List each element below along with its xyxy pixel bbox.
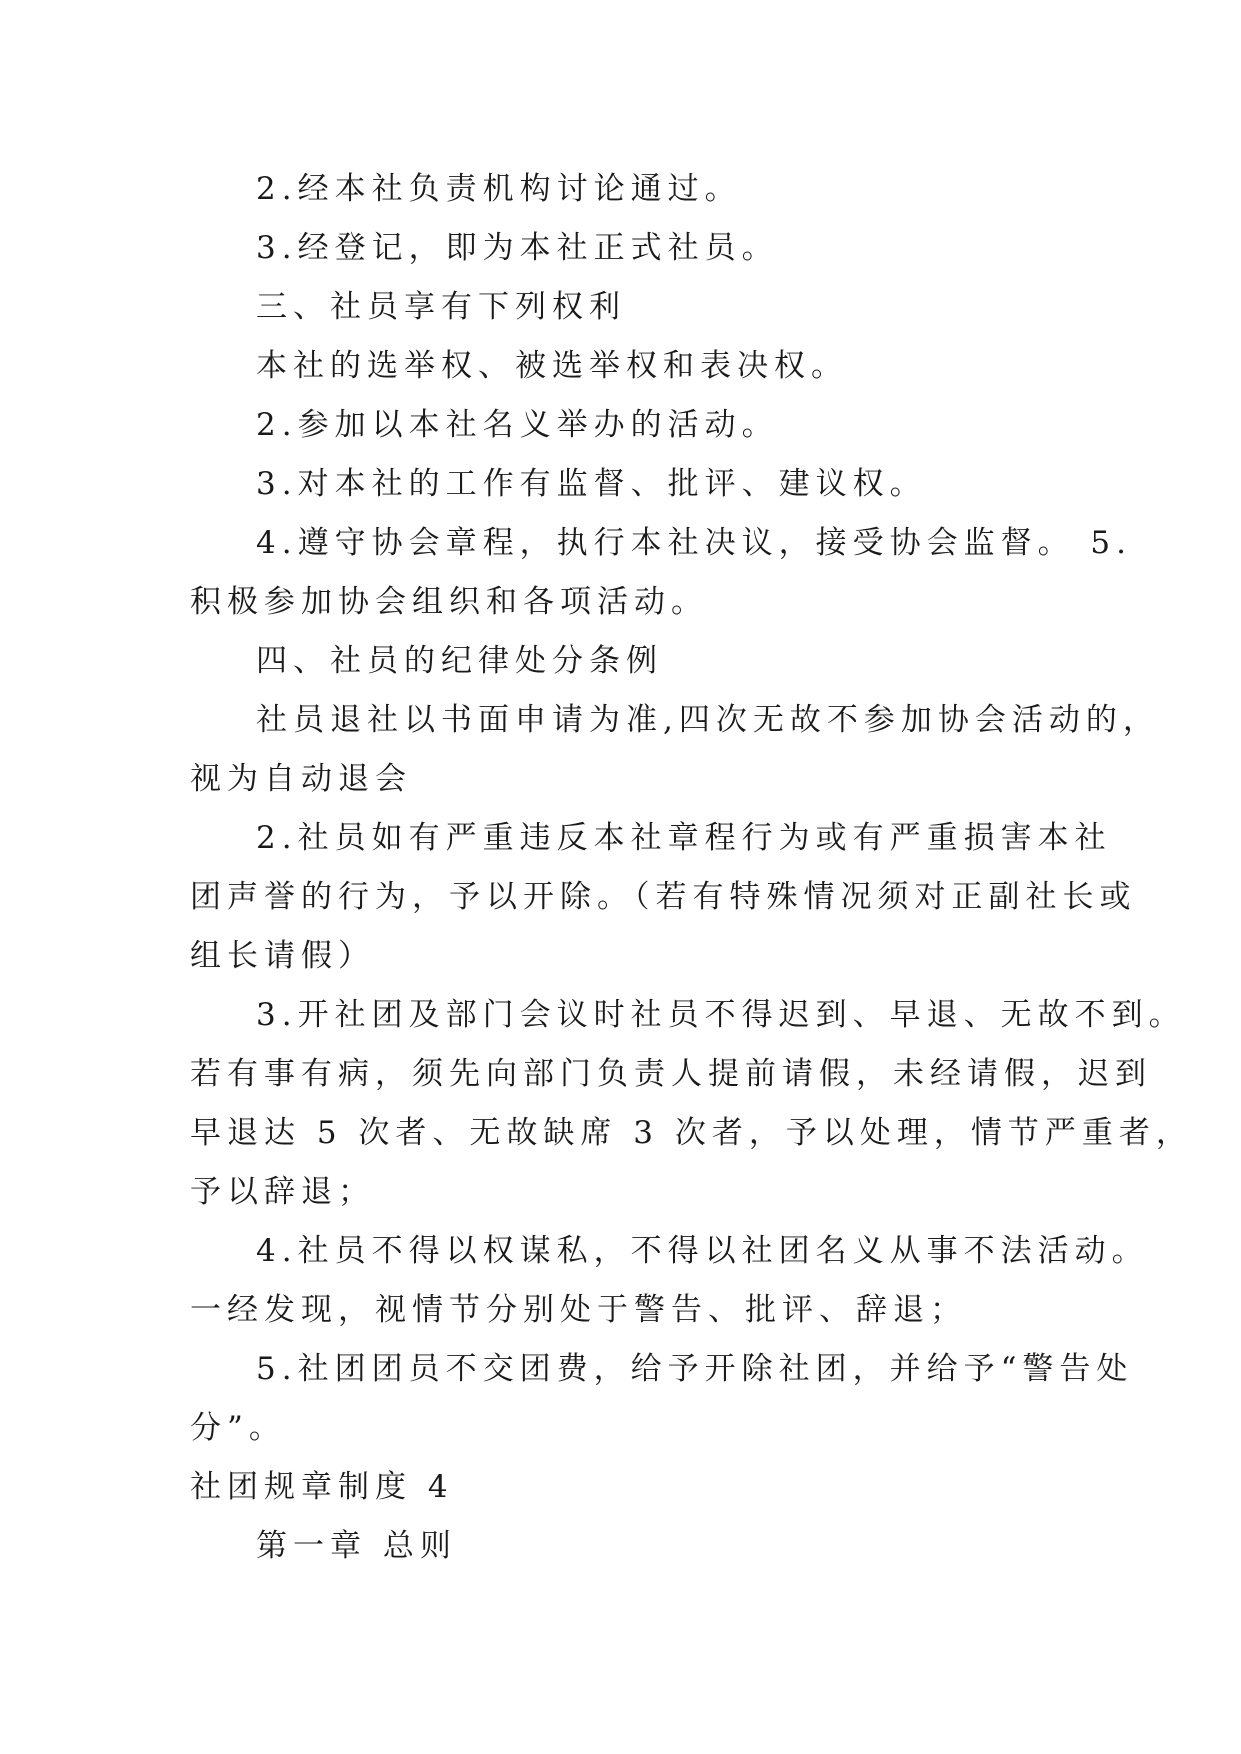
section-heading: 四、社员的纪律处分条例 bbox=[256, 643, 663, 679]
chapter-heading: 第一章 总则 bbox=[256, 1528, 457, 1564]
paragraph-line: 5.社团团员不交团费，给予开除社团，并给予“警告处 bbox=[256, 1351, 1134, 1387]
paragraph-line: 组长请假） bbox=[190, 938, 375, 974]
paragraph-line: 4.遵守协会章程，执行本社决议，接受协会监督。 5. bbox=[256, 525, 1133, 561]
paragraph-line: 早退达 5 次者、无故缺席 3 次者，予以处理，情节严重者， bbox=[190, 1115, 1193, 1151]
paragraph-line: 本社的选举权、被选举权和表决权。 bbox=[256, 348, 848, 384]
document-body bbox=[190, 160, 1193, 1576]
paragraph-line: 积极参加协会组织和各项活动。 bbox=[190, 584, 708, 620]
paragraph-line: 视为自动退会 bbox=[190, 761, 412, 797]
document-title: 社团规章制度 4 bbox=[190, 1469, 454, 1505]
paragraph-line: 3.对本社的工作有监督、批评、建议权。 bbox=[256, 466, 927, 502]
paragraph-line: 3.开社团及部门会议时社员不得迟到、早退、无故不到。 bbox=[256, 997, 1186, 1033]
paragraph-line: 一经发现，视情节分别处于警告、批评、辞退； bbox=[190, 1292, 967, 1328]
paragraph-line: 分”。 bbox=[190, 1410, 286, 1446]
paragraph-line: 2.参加以本社名义举办的活动。 bbox=[256, 407, 779, 443]
paragraph-line: 4.社员不得以权谋私，不得以社团名义从事不法活动。 bbox=[256, 1233, 1149, 1269]
paragraph-line: 予以辞退； bbox=[190, 1174, 375, 1210]
section-heading: 三、社员享有下列权利 bbox=[256, 289, 626, 325]
paragraph-line: 2.社员如有严重违反本社章程行为或有严重损害本社 bbox=[256, 820, 1112, 856]
paragraph-line: 2.经本社负责机构讨论通过。 bbox=[256, 171, 742, 207]
paragraph-line: 3.经登记，即为本社正式社员。 bbox=[256, 230, 779, 266]
paragraph-line: 若有事有病，须先向部门负责人提前请假，未经请假，迟到 bbox=[190, 1056, 1152, 1092]
paragraph-line: 团声誉的行为，予以开除。（若有特殊情况须对正副社长或 bbox=[190, 879, 1137, 915]
paragraph-line: 社员退社以书面申请为准,四次无故不参加协会活动的， bbox=[256, 702, 1160, 738]
